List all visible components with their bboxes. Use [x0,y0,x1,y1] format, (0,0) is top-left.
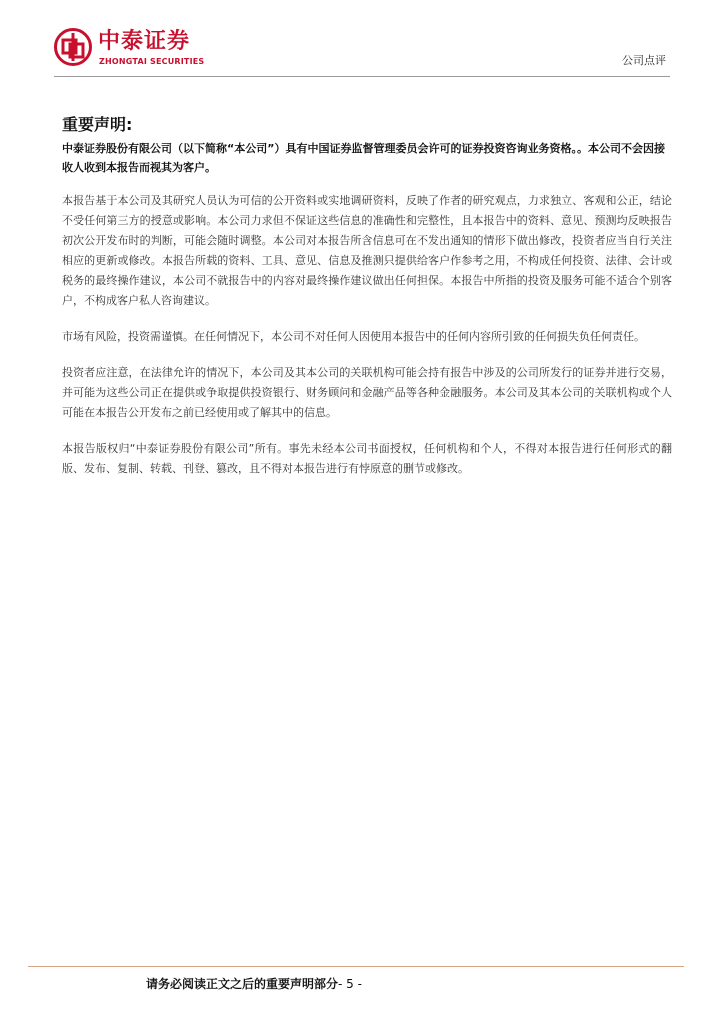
zhongtai-logo-icon [54,28,92,66]
paragraph-conflict-of-interest: 投资者应注意，在法律允许的情况下，本公司及其本公司的关联机构可能会持有报告中涉及的公司所发行的证券并进行交易，并可能为这些公司正在提供或争取提供投资银行、财务顾问和金融产品等各种金融服务。本公司及其本公司的关联机构或个人可能在本报告公开发布之前已经使用或了解其中的信息。 [62,366,672,419]
logo-english-name: ZHONGTAI SECURITIES [99,57,205,66]
page-footer [146,975,362,992]
page-title: 重要声明: [62,115,133,134]
page-header [0,0,724,82]
paragraph-risk-warning: 市场有风险，投资需谨慎。在任何情况下，本公司不对任何人因使用本报告中的任何内容所引致的任何损失负任何责任。 [62,330,645,343]
header-divider [54,76,670,77]
document-type-label: 公司点评 [622,54,666,67]
lead-statement: 中泰证券股份有限公司（以下简称“本公司”）具有中国证券监督管理委员会许可的证券投资咨询业务资格。。本公司不会因接收人收到本报告而视其为客户。 [62,142,665,174]
paragraph-copyright: 本报告版权归“中泰证券股份有限公司”所有。事先未经本公司书面授权，任何机构和个人，不得对本报告进行任何形式的翻版、发布、复制、转载、刊登、篡改，且不得对本报告进行有悖原意的删节或修改。 [62,442,672,475]
footer-notice: 请务必阅读正文之后的重要声明部分 [146,977,339,991]
disclaimer-body [62,139,672,495]
logo-chinese-name: 中泰证券 [98,29,191,54]
footer-divider [28,966,684,967]
paragraph-research-basis: 本报告基于本公司及其研究人员认为可信的公开资料或实地调研资料，反映了作者的研究观点，力求独立、客观和公正，结论不受任何第三方的授意或影响。本公司力求但不保证这些信息的准确性和完整性，且本报告中的资料、意见、预测均反映报告初次公开发布时的判断，可能会随时调整。本公司对本报告所含信息可在不发出通知的情形下做出修改，投资者应当自行关注相应的更新或修改。本报告所载的资料、工具、意见、信息及推测只提供给客户作参考之用，不构成任何投资、法律、会计或税务的最终操作建议，本公司不就报告中的内容对最终操作建议做出任何担保。本报告中所指的投资及服务可能不适合个别客户，不构成客户私人咨询建议。 [62,194,672,307]
page-number: - 5 - [338,977,362,991]
